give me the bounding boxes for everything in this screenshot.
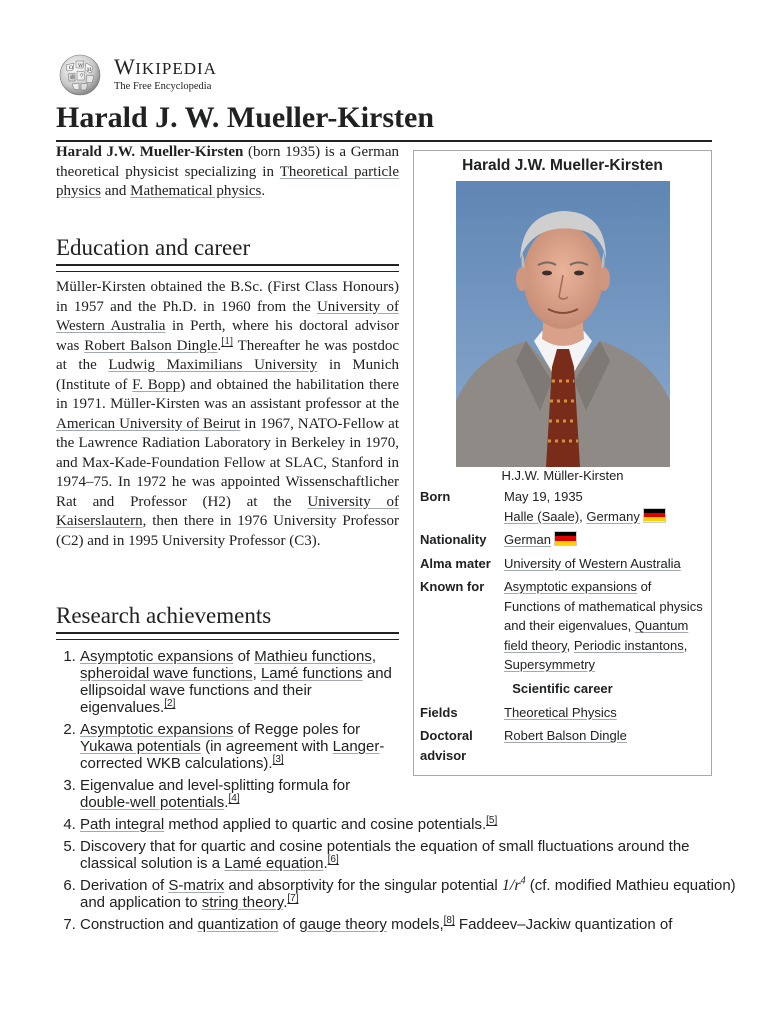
link-langer[interactable]: Langer <box>332 738 380 755</box>
tagline: The Free Encyclopedia <box>114 81 212 92</box>
portrait-caption: H.J.W. Müller-Kirsten <box>501 468 624 483</box>
ref-2[interactable]: [2] <box>164 698 176 709</box>
career-paragraph: Müller-Kirsten obtained the B.Sc. (First Class Honours) in 1957 and the Ph.D. in 1960 from the University of Western Australia in Perth, where his doctoral advisor was Robert Balson Dingle.[1] Thereafter he was postdoc at the Ludwig Maximilians University in Munich (Institute of F. Bopp) and obtained the habilitation there in 1971. Müller-Kirsten was an assistant professor at the American University of Beirut in 1967, NATO-Fellow at the Lawrence Radiation Laboratory in Berkeley in 1970, and Max-Kade-Foundation Fellow at SLAC, Stanford in 1974–75. In 1972 he was appointed Wissenschaftlicher Rat and Professor (H2) at the University of Kaiserslautern, then there in 1976 University Professor (C2) and in 1995 University Professor (C3). <box>56 279 400 549</box>
infobox-section-header: Scientific career <box>512 680 613 696</box>
germany-flag-icon <box>643 508 666 523</box>
wikipedia-globe-icon[interactable] <box>56 53 104 97</box>
list-item: 4. Path integral method applied to quartic and cosine potentials.[5] <box>80 816 736 833</box>
link-quantum-field-theory[interactable]: Quantum field theory <box>504 618 689 653</box>
link-mathematical-physics[interactable]: Mathematical physics <box>130 183 262 199</box>
ref-3[interactable]: [3] <box>272 754 284 765</box>
list-item: 3. Eigenvalue and level-splitting formula for double-well potentials.[4] <box>80 777 392 811</box>
svg-text:И: И <box>87 67 92 73</box>
infobox-title: Harald J.W. Mueller-Kirsten <box>462 157 663 174</box>
link-uwa[interactable]: University of Western Australia <box>56 298 399 334</box>
ref-5[interactable]: [5] <box>486 815 498 826</box>
link-robert-balson-dingle[interactable]: Robert Balson Dingle <box>84 337 218 354</box>
list-item: 2. Asymptotic expansions of Regge poles for Yukawa potentials (in agreement with Langer-corrected WKB calculations).[3] <box>80 721 392 772</box>
svg-text:Ω: Ω <box>69 65 74 71</box>
ref-6[interactable]: [6] <box>327 854 339 865</box>
list-item: 1. Asymptotic expansions of Mathieu functions, spheroidal wave functions, Lamé functions and ellipsoidal wave functions and their eigenvalues.[2] <box>80 648 392 716</box>
infobox-row-fields: Fields Theoretical Physics <box>420 704 617 720</box>
link-asymptotic-expansions[interactable]: Asymptotic expansions <box>504 579 637 594</box>
svg-text:W: W <box>78 63 84 69</box>
link-lmu[interactable]: Ludwig Maximilians University <box>108 357 318 373</box>
link-periodic-instantons[interactable]: Periodic instantons <box>573 637 684 653</box>
link-s-matrix[interactable]: S-matrix <box>168 877 225 894</box>
link-lame-equation[interactable]: Lamé equation <box>224 855 324 872</box>
wordmark[interactable] <box>114 54 217 93</box>
list-item: 7. Construction and quantization of gauge theory models,[8] Faddeev–Jackiw quantization of <box>80 916 736 933</box>
subject-name: Harald J.W. Mueller-Kirsten <box>56 144 244 160</box>
link-quantization[interactable]: quantization <box>197 916 279 933</box>
list-item: 6. Derivation of S-matrix and absorptivity for the singular potential $1/r^4$ (cf. modified Mathieu equation) and application to string theory.[7] <box>80 877 736 911</box>
infobox-row-alma-mater: Alma mater University of Western Australia <box>420 555 681 571</box>
link-german[interactable]: German <box>504 532 551 547</box>
link-lame-functions[interactable]: Lamé functions <box>260 665 363 682</box>
ref-1[interactable]: [1] <box>221 335 233 347</box>
link-string-theory[interactable]: string theory <box>201 894 284 911</box>
ref-8[interactable]: [8] <box>443 915 455 926</box>
infobox-rows <box>420 487 705 769</box>
link-asymptotic-expansions[interactable]: Asymptotic expansions <box>80 721 234 738</box>
page <box>56 52 736 933</box>
formula: $1/r^4$ <box>501 875 526 894</box>
link-theoretical-particle-physics[interactable]: Theoretical particle physics <box>56 163 399 199</box>
portrait-photo[interactable] <box>456 181 670 467</box>
link-f-bopp[interactable]: F. Bopp <box>132 376 181 393</box>
lead-paragraph: Harald J.W. Mueller-Kirsten (born 1935) is a German theoretical physicist specializing in Theoretical particle physics and Mathematical physics. <box>56 144 400 199</box>
link-supersymmetry[interactable]: Supersymmetry <box>504 657 596 672</box>
link-theoretical-physics[interactable]: Theoretical Physics <box>504 704 617 720</box>
infobox <box>413 150 712 776</box>
link-path-integral[interactable]: Path integral <box>80 816 165 833</box>
link-mathieu-functions[interactable]: Mathieu functions <box>254 648 372 665</box>
link-alma-mater[interactable]: University of Western Australia <box>504 555 681 571</box>
link-aub[interactable]: American University of Beirut <box>56 415 241 432</box>
section-heading-research: Research achievements <box>56 603 272 628</box>
heading-rule <box>56 264 399 272</box>
infobox-row-nationality: Nationality German <box>420 530 705 550</box>
section-heading-education: Education and career <box>56 235 251 260</box>
svg-text:維: 維 <box>70 75 76 81</box>
heading-rule <box>56 632 399 640</box>
page-title: Harald J. W. Mueller-Kirsten <box>56 100 712 142</box>
link-spheroidal-wave-functions[interactable]: spheroidal wave functions <box>80 665 253 682</box>
link-germany[interactable]: Germany <box>586 508 640 524</box>
link-advisor[interactable]: Robert Balson Dingle <box>504 728 627 743</box>
ref-4[interactable]: [4] <box>228 793 240 804</box>
ref-7[interactable]: [7] <box>287 893 299 904</box>
link-yukawa-potentials[interactable]: Yukawa potentials <box>80 738 201 755</box>
germany-flag-icon <box>554 531 577 546</box>
svg-text:ウ: ウ <box>79 73 85 79</box>
link-halle[interactable]: Halle (Saale) <box>504 508 580 524</box>
infobox-row-advisor: Doctoral advisor Robert Balson Dingle <box>420 728 627 763</box>
wordmark-text: WIKIPEDIA <box>114 54 217 79</box>
link-kaiserslautern[interactable]: University of Kaiserslautern <box>56 493 400 529</box>
link-double-well-potentials[interactable]: double-well potentials <box>80 794 225 811</box>
infobox-row-born: Born May 19, 1935 Halle (Saale), Germany <box>420 487 705 526</box>
infobox-row-known-for: Known for Asymptotic expansions of Functions of mathematical physics and their eigenvalues, Quantum field theory, Periodic instantons, Supersymmetry <box>420 579 703 672</box>
site-header <box>56 52 712 98</box>
list-item: 5. Discovery that for quartic and cosine potentials the equation of small fluctuations around the classical solution is a Lamé equation.[6] <box>80 838 736 872</box>
link-gauge-theory[interactable]: gauge theory <box>299 916 387 933</box>
link-asymptotic-expansions[interactable]: Asymptotic expansions <box>80 648 234 665</box>
